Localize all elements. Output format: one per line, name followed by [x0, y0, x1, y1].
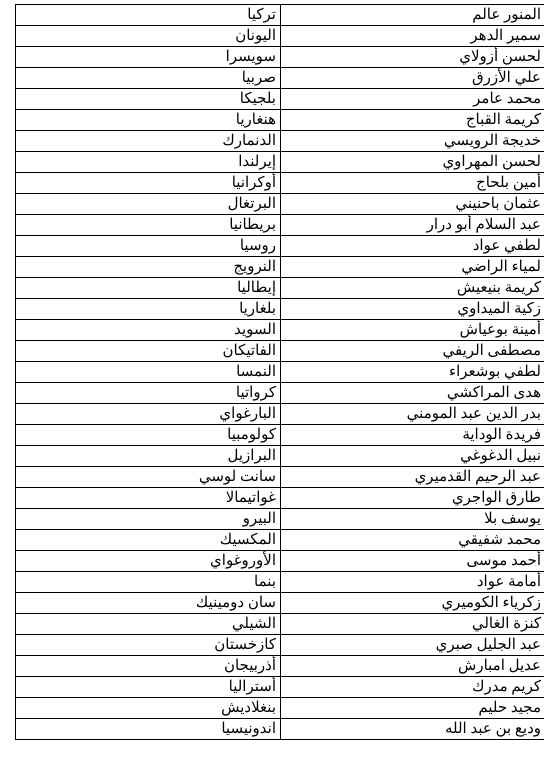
country-cell: إيطاليا: [16, 278, 281, 299]
country-cell: الأوروغواي: [16, 551, 281, 572]
table-row: [16, 656, 544, 677]
table-row: [16, 425, 544, 446]
table-row: [16, 89, 544, 110]
name-cell: زكرياء الكوميري: [281, 593, 544, 614]
table-row: [16, 68, 544, 89]
name-cell: نبيل الدغوغي: [281, 446, 544, 467]
country-cell: بنغلاديش: [16, 698, 281, 719]
table-row: [16, 320, 544, 341]
name-cell: لمياء الراضي: [281, 257, 544, 278]
country-cell: إيرلندا: [16, 152, 281, 173]
name-cell: فريدة الوداية: [281, 425, 544, 446]
country-cell: أستراليا: [16, 677, 281, 698]
table-row: [16, 236, 544, 257]
table-row: [16, 5, 544, 26]
country-cell: بلغاريا: [16, 299, 281, 320]
table-row: [16, 698, 544, 719]
country-cell: صربيا: [16, 68, 281, 89]
country-cell: كازخستان: [16, 635, 281, 656]
name-cell: بدر الدين عبد المومني: [281, 404, 544, 425]
name-cell: كريمة القباج: [281, 110, 544, 131]
table-row: [16, 131, 544, 152]
name-cell: مجيد حليم: [281, 698, 544, 719]
country-cell: أذربيجان: [16, 656, 281, 677]
country-cell: المكسيك: [16, 530, 281, 551]
table-row: [16, 530, 544, 551]
table-row: [16, 110, 544, 131]
country-cell: اليونان: [16, 26, 281, 47]
name-cell: هدى المراكشي: [281, 383, 544, 404]
name-cell: وديع بن عبد الله: [281, 719, 544, 740]
country-cell: بنما: [16, 572, 281, 593]
name-cell: أحمد موسى: [281, 551, 544, 572]
table-row: [16, 509, 544, 530]
country-cell: السويد: [16, 320, 281, 341]
table-row: [16, 383, 544, 404]
table-row: [16, 467, 544, 488]
name-cell: المنور عالم: [281, 5, 544, 26]
table-row: [16, 173, 544, 194]
country-cell: الدنمارك: [16, 131, 281, 152]
name-cell: لحسن أزولاي: [281, 47, 544, 68]
name-cell: عبد الرحيم القدميري: [281, 467, 544, 488]
table-row: [16, 614, 544, 635]
country-cell: تركيا: [16, 5, 281, 26]
table-row: [16, 719, 544, 740]
table-row: [16, 635, 544, 656]
table-row: [16, 551, 544, 572]
country-cell: البارغواي: [16, 404, 281, 425]
table-row: [16, 404, 544, 425]
country-cell: البيرو: [16, 509, 281, 530]
name-cell: محمد شفيقي: [281, 530, 544, 551]
table-row: [16, 593, 544, 614]
name-cell: عبد السلام أبو درار: [281, 215, 544, 236]
table-row: [16, 299, 544, 320]
name-cell: أمينة بوعياش: [281, 320, 544, 341]
table-row: [16, 257, 544, 278]
country-cell: بلجيكا: [16, 89, 281, 110]
name-cell: أمامة عواد: [281, 572, 544, 593]
table-row: [16, 152, 544, 173]
table-row: [16, 26, 544, 47]
name-cell: خديجة الرويسي: [281, 131, 544, 152]
name-cell: كريمة بنيعيش: [281, 278, 544, 299]
name-cell: عثمان باحنيني: [281, 194, 544, 215]
country-cell: اندونيسيا: [16, 719, 281, 740]
country-cell: روسيا: [16, 236, 281, 257]
name-cell: لحسن المهراوي: [281, 152, 544, 173]
table-row: [16, 278, 544, 299]
country-cell: الفاتيكان: [16, 341, 281, 362]
name-cell: طارق الواجري: [281, 488, 544, 509]
country-cell: سان دومينيك: [16, 593, 281, 614]
name-cell: كريم مدرك: [281, 677, 544, 698]
country-cell: النمسا: [16, 362, 281, 383]
country-cell: هنغاريا: [16, 110, 281, 131]
table-row: [16, 341, 544, 362]
table-row: [16, 488, 544, 509]
country-cell: النرويج: [16, 257, 281, 278]
country-cell: الشيلي: [16, 614, 281, 635]
name-cell: يوسف بلا: [281, 509, 544, 530]
country-cell: غواتيمالا: [16, 488, 281, 509]
name-cell: سمير الدهر: [281, 26, 544, 47]
table-row: [16, 677, 544, 698]
table-row: [16, 215, 544, 236]
name-cell: مصطفى الريفي: [281, 341, 544, 362]
name-cell: لطفي بوشعراء: [281, 362, 544, 383]
country-cell: سويسرا: [16, 47, 281, 68]
name-cell: كنزة الغالي: [281, 614, 544, 635]
country-cell: سانت لوسي: [16, 467, 281, 488]
country-cell: كرواتيا: [16, 383, 281, 404]
name-cell: لطفي عواد: [281, 236, 544, 257]
name-cell: عبد الجليل صبري: [281, 635, 544, 656]
table-body: [16, 5, 544, 740]
country-cell: بريطانيا: [16, 215, 281, 236]
name-cell: علي الأزرق: [281, 68, 544, 89]
name-cell: محمد عامر: [281, 89, 544, 110]
country-cell: البرازيل: [16, 446, 281, 467]
table-row: [16, 194, 544, 215]
name-cell: زكية الميداوي: [281, 299, 544, 320]
name-cell: أمين بلحاج: [281, 173, 544, 194]
name-cell: عديل امبارش: [281, 656, 544, 677]
country-cell: البرتغال: [16, 194, 281, 215]
country-cell: أوكرانيا: [16, 173, 281, 194]
table-row: [16, 446, 544, 467]
table-row: [16, 572, 544, 593]
table-row: [16, 362, 544, 383]
table-row: [16, 47, 544, 68]
country-cell: كولومبيا: [16, 425, 281, 446]
ambassadors-table: [15, 4, 544, 740]
